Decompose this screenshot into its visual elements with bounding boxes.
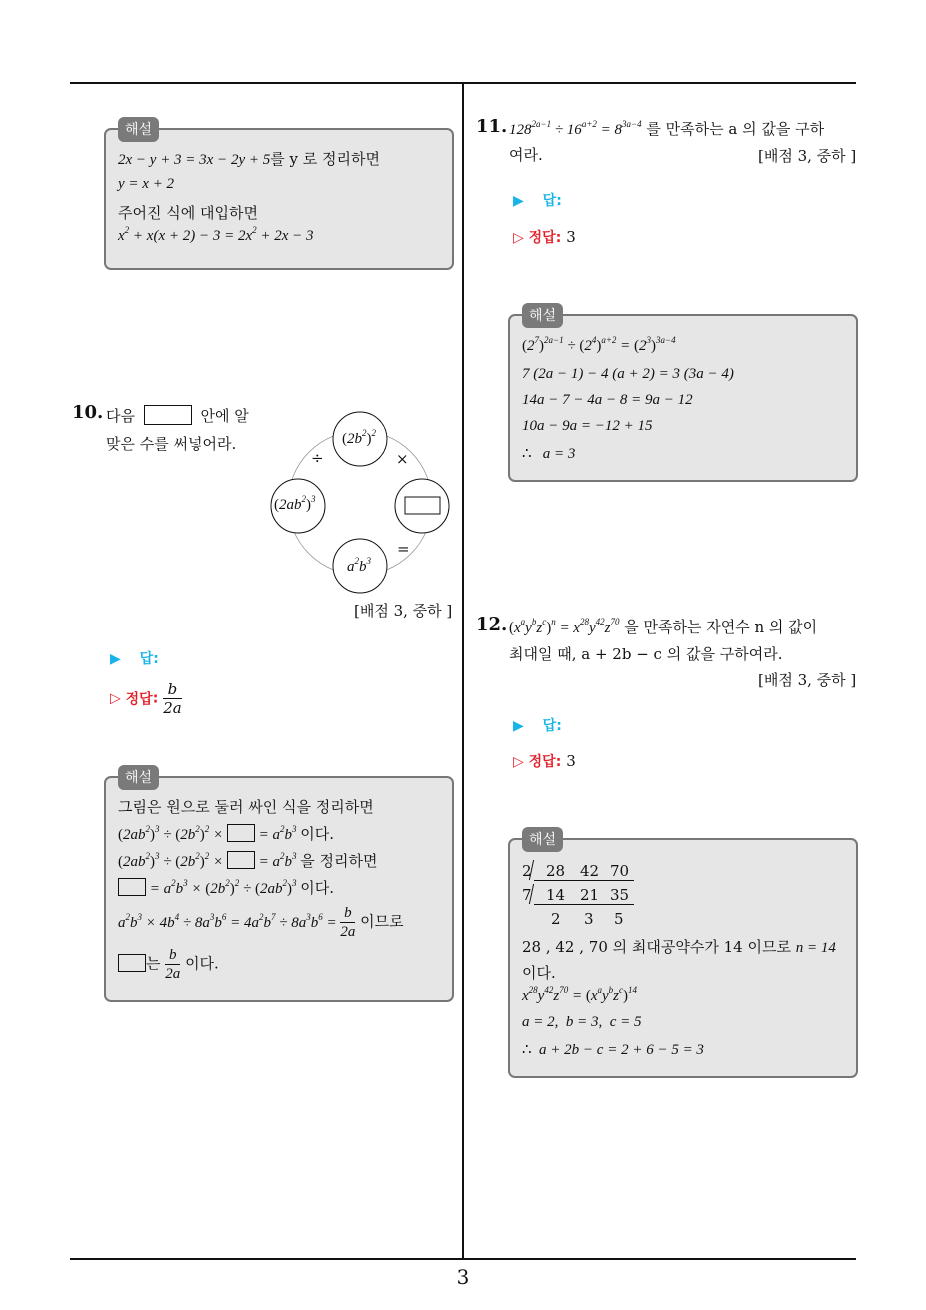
q12-text-line-2: 최대일 때, a + 2b − c 의 값을 구하여라. (509, 645, 783, 663)
q9-solution-box (104, 122, 454, 270)
q12-points: [배점 3, 중하 ] (758, 671, 857, 689)
q11-text-line-2: 여라. (509, 146, 543, 164)
diagram-op-multiply: × (396, 450, 409, 468)
q12-answer-value: 3 (566, 752, 576, 770)
q9-sol-line-3: 주어진 식에 대입하면 (118, 204, 258, 222)
q10-sol-line-5: $a^2b^3 \times 4b^4 \div 8a^3b^6 = 4a^2b^7 \div 8a^3b^6$ = $\frac{b}{2a}$ 이므로 (118, 905, 404, 940)
q10-correct-row: ▷ 정답: $\frac{b}{2a}$ (110, 680, 182, 717)
q11-solution-box: 해설 $(2^7)^{2a-1} \div (2^4)^{a+2} = (2^3)^{3a-4}$ 7 (2a − 1) − 4 (a + 2) = 3 (3a − 4) 14a − 7 − 4a − 8 = 9a − 12 10a − 9a = −12 + 15 ∴ a = 3 (508, 314, 858, 482)
q10-sol-line-2: $(2ab^2)^3 \div (2b^2)^2$ × = $a^2b^3$ 이다. (118, 824, 334, 843)
right-blank-box (405, 497, 440, 514)
q10-sol-line-1: 그림은 원으로 둘러 싸인 식을 정리하면 (118, 798, 374, 816)
play-icon: ▶ (513, 193, 524, 209)
q12-sol-line-5: 이다. (522, 964, 556, 982)
q12-text-line-1: $(x^ay^bz^c)^n = x^{28}y^{42}z^{70}$ 을 만족하는 자연수 n 의 값이 (509, 617, 818, 636)
q10-points: [배점 3, 중하 ] (354, 602, 453, 620)
q12-correct-row: ▷ 정답: 3 (513, 752, 576, 770)
q10-answer-value: $\frac{b}{2a}$ (163, 680, 182, 717)
q12-answer-row: ▶ 답: (513, 718, 562, 734)
bottom-rule (70, 1258, 856, 1260)
q11-answer-row: ▶ 답: (513, 193, 562, 209)
answer-label: 답 (139, 651, 154, 667)
q10-sol-line-3: $(2ab^2)^3 \div (2b^2)^2$ × = $a^2b^3$ 을 정리하면 (118, 851, 378, 870)
triangle-outline-icon: ▷ (513, 754, 524, 770)
q11-sol-line-4: 10a − 9a = −12 + 15 (522, 418, 653, 434)
q11-text-line-1: $128^{2a-1} \div 16^{a+2} = 8^{3a-4}$ 를 만족하는 a 의 값을 구하 (509, 119, 825, 138)
q11-number: 11. (476, 116, 508, 137)
diagram-bottom-label: $a^2b^3$ (347, 556, 371, 575)
q10-answer-row: ▶ 답: (110, 651, 159, 667)
page-number: 3 (456, 1265, 470, 1289)
correct-label: 정답 (125, 691, 153, 708)
q12-sol-line-8: ∴ a + 2b − c = 2 + 6 − 5 = 3 (522, 1042, 704, 1058)
diagram-op-equals: = (397, 540, 410, 558)
q9-sol-line-2: y = x + 2 (118, 176, 175, 192)
diagram-left-label: $(2ab^2)^3$ (274, 494, 316, 513)
q11-sol-line-5: ∴ a = 3 (522, 446, 576, 462)
q12-sol-line-6: $x^{28}y^{42}z^{70} = (x^ay^bz^c)^{14}$ (522, 985, 637, 1004)
diagram-op-divide: ÷ (311, 449, 324, 467)
blank-box (144, 405, 192, 425)
triangle-outline-icon: ▷ (110, 690, 121, 707)
column-divider (462, 82, 464, 1260)
play-icon: ▶ (110, 651, 121, 667)
q10-solution-box: 해설 그림은 원으로 둘러 싸인 식을 정리하면 $(2ab^2)^3 \div (2b^2)^2$ × = $a^2b^3$ 이다. $(2ab^2)^3 \div (2b^2)^2$ × = $a^2b^3$ 을 정리하면 = $a^2b^3 \times (2b^2)^2 \div (2ab^2)^3$ 이다. $a^2b^3 \times 4b^4 \div 8a^3b^6 = 4a^2b^7 \div 8a^3b^6$ = $\frac{b}{2a}$ 이므로 는 $\frac{b}{2a}$ 이다. (104, 776, 454, 1002)
q11-answer-value: 3 (566, 228, 576, 246)
q12-sol-line-7: a = 2, b = 3, c = 5 (522, 1014, 642, 1030)
diagram-top-label: $(2b^2)^2$ (342, 428, 376, 447)
q10-number: 10. (72, 402, 104, 423)
q9-sol-line-4: $x^2 + x(x + 2) - 3 = 2x^2 + 2x - 3$ (118, 225, 314, 244)
q12-solution-box: 해설 2 28 42 70 7 14 21 35 2 3 5 28 , 42 , 70 의 최대공약수가 14 이므로 n = 14 이다. $x^{28}y^{42}z^{70} = (x^ay^bz^c)^{14}$ a = 2, b = 3, c = 5 ∴ a + 2b − c = 2 + 6 − 5 = 3 (508, 838, 858, 1078)
play-icon: ▶ (513, 718, 524, 734)
q10-text-line-2: 맞은 수를 써넣어라. (106, 435, 237, 453)
q12-sol-line-4: 28 , 42 , 70 의 최대공약수가 14 이므로 n = 14 (522, 938, 836, 956)
q11-sol-line-2: 7 (2a − 1) − 4 (a + 2) = 3 (3a − 4) (522, 366, 734, 382)
q10-text-line-1: 다음 안에 알 (106, 407, 249, 425)
q11-points: [배점 3, 중하 ] (758, 147, 857, 165)
gcd-ladder: 2 28 42 70 7 14 21 35 2 3 5 (522, 860, 662, 936)
q10-sol-line-4: = $a^2b^3 \times (2b^2)^2 \div (2ab^2)^3$ 이다. (118, 877, 334, 898)
triangle-outline-icon: ▷ (513, 230, 524, 246)
q10-sol-line-6: 는 $\frac{b}{2a}$ 이다. (118, 946, 219, 983)
q12-number: 12. (476, 614, 508, 635)
q11-correct-row: ▷ 정답: 3 (513, 228, 576, 246)
q11-sol-line-1: $(2^7)^{2a-1} \div (2^4)^{a+2} = (2^3)^{3a-4}$ (522, 335, 676, 354)
q9-sol-line-1: 2x − y + 3 = 3x − 2y + 5를 y 로 정리하면 (118, 150, 380, 168)
q11-sol-line-3: 14a − 7 − 4a − 8 = 9a − 12 (522, 392, 693, 408)
solution-tag: 해설 (118, 117, 159, 142)
